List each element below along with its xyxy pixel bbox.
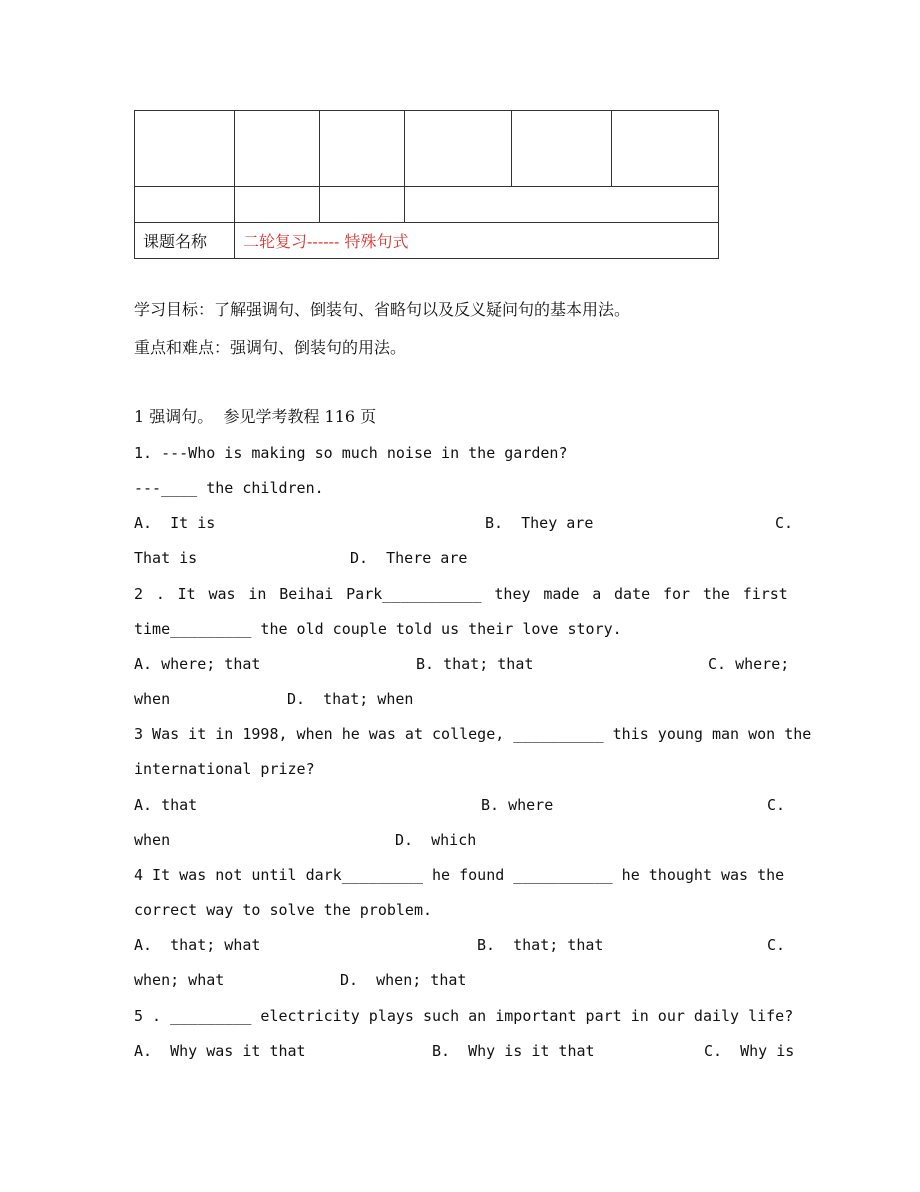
- question-2-option-b: B. that; that: [416, 655, 534, 673]
- question-5-stem: 5 . _________ electricity plays such an important part in our daily life?: [134, 1007, 794, 1025]
- question-3-option-d: D. which: [395, 831, 477, 849]
- q2-word: made: [543, 585, 580, 603]
- question-4-option-b: B. that; that: [477, 936, 604, 954]
- question-4-option-c: C.: [767, 936, 786, 954]
- header-cell: [235, 187, 320, 223]
- header-cell: [612, 111, 719, 187]
- q2-word: a: [592, 585, 602, 603]
- question-1-option-c-text: That is: [134, 549, 198, 567]
- question-3-option-b: B. where: [481, 796, 554, 814]
- q2-word: first: [742, 585, 788, 603]
- q2-word: It: [177, 585, 196, 603]
- header-row-1: [135, 111, 719, 187]
- lesson-header-table: [134, 110, 719, 259]
- section-heading: 1 强调句。 参见学考教程 116 页: [134, 407, 377, 426]
- q2-word: the: [702, 585, 730, 603]
- question-1-stem: 1. ---Who is making so much noise in the garden?: [134, 444, 568, 462]
- question-3-option-c-text: when: [134, 831, 171, 849]
- key-points: 重点和难点：强调句、倒装句的用法。: [134, 338, 407, 357]
- question-1-option-a: A. It is: [134, 514, 216, 532]
- question-3-stem-2: international prize?: [134, 760, 315, 778]
- header-cell: [235, 111, 320, 187]
- header-cell: [320, 111, 405, 187]
- q2-word: was: [208, 585, 236, 603]
- q2-word: they: [494, 585, 531, 603]
- q2-word: for: [662, 585, 691, 603]
- question-4-option-a: A. that; what: [134, 936, 261, 954]
- header-cell: [512, 111, 612, 187]
- question-2-stem: [134, 584, 788, 604]
- learning-objective: 学习目标：了解强调句、倒装句、省略句以及反义疑问句的基本用法。: [134, 300, 631, 319]
- question-3-stem: 3 Was it in 1998, when he was at college, __________ this young man won the: [134, 725, 812, 743]
- question-1-option-d: D. There are: [350, 549, 468, 567]
- topic-title: 二轮复习------ 特殊句式: [235, 223, 719, 259]
- header-cell: [135, 187, 235, 223]
- header-cell: [320, 187, 405, 223]
- topic-label: 课题名称: [135, 223, 235, 259]
- question-5-option-a: A. Why was it that: [134, 1042, 306, 1060]
- header-cell: [405, 187, 719, 223]
- header-cell: [135, 111, 235, 187]
- question-5-option-b: B. Why is it that: [432, 1042, 595, 1060]
- question-1-option-c: C.: [775, 514, 794, 532]
- header-row-2: [135, 187, 719, 223]
- question-4-option-c-text: when; what: [134, 971, 225, 989]
- q2-word: Beihai: [279, 585, 334, 603]
- question-1-stem-2: ---____ the children.: [134, 479, 324, 497]
- question-5-option-c: C. Why is: [704, 1042, 795, 1060]
- question-2-stem-2: time_________ the old couple told us their love story.: [134, 620, 622, 638]
- question-3-option-c: C.: [767, 796, 786, 814]
- question-3-option-a: A. that: [134, 796, 198, 814]
- q2-word: Park___________: [346, 585, 482, 603]
- question-4-option-d: D. when; that: [340, 971, 467, 989]
- q2-word: in: [248, 585, 267, 603]
- q2-word: date: [614, 585, 651, 603]
- question-2-option-c: C. where;: [708, 655, 790, 673]
- question-4-stem: 4 It was not until dark_________ he found ___________ he thought was the: [134, 866, 785, 884]
- question-4-stem-2: correct way to solve the problem.: [134, 901, 433, 919]
- q2-word: 2: [134, 585, 144, 603]
- question-2-option-a: A. where; that: [134, 655, 261, 673]
- q2-word: .: [155, 585, 165, 603]
- question-1-option-b: B. They are: [485, 514, 594, 532]
- header-cell: [405, 111, 512, 187]
- header-row-3: [135, 223, 719, 259]
- question-2-option-d: D. that; when: [287, 690, 414, 708]
- question-2-option-c-text: when: [134, 690, 171, 708]
